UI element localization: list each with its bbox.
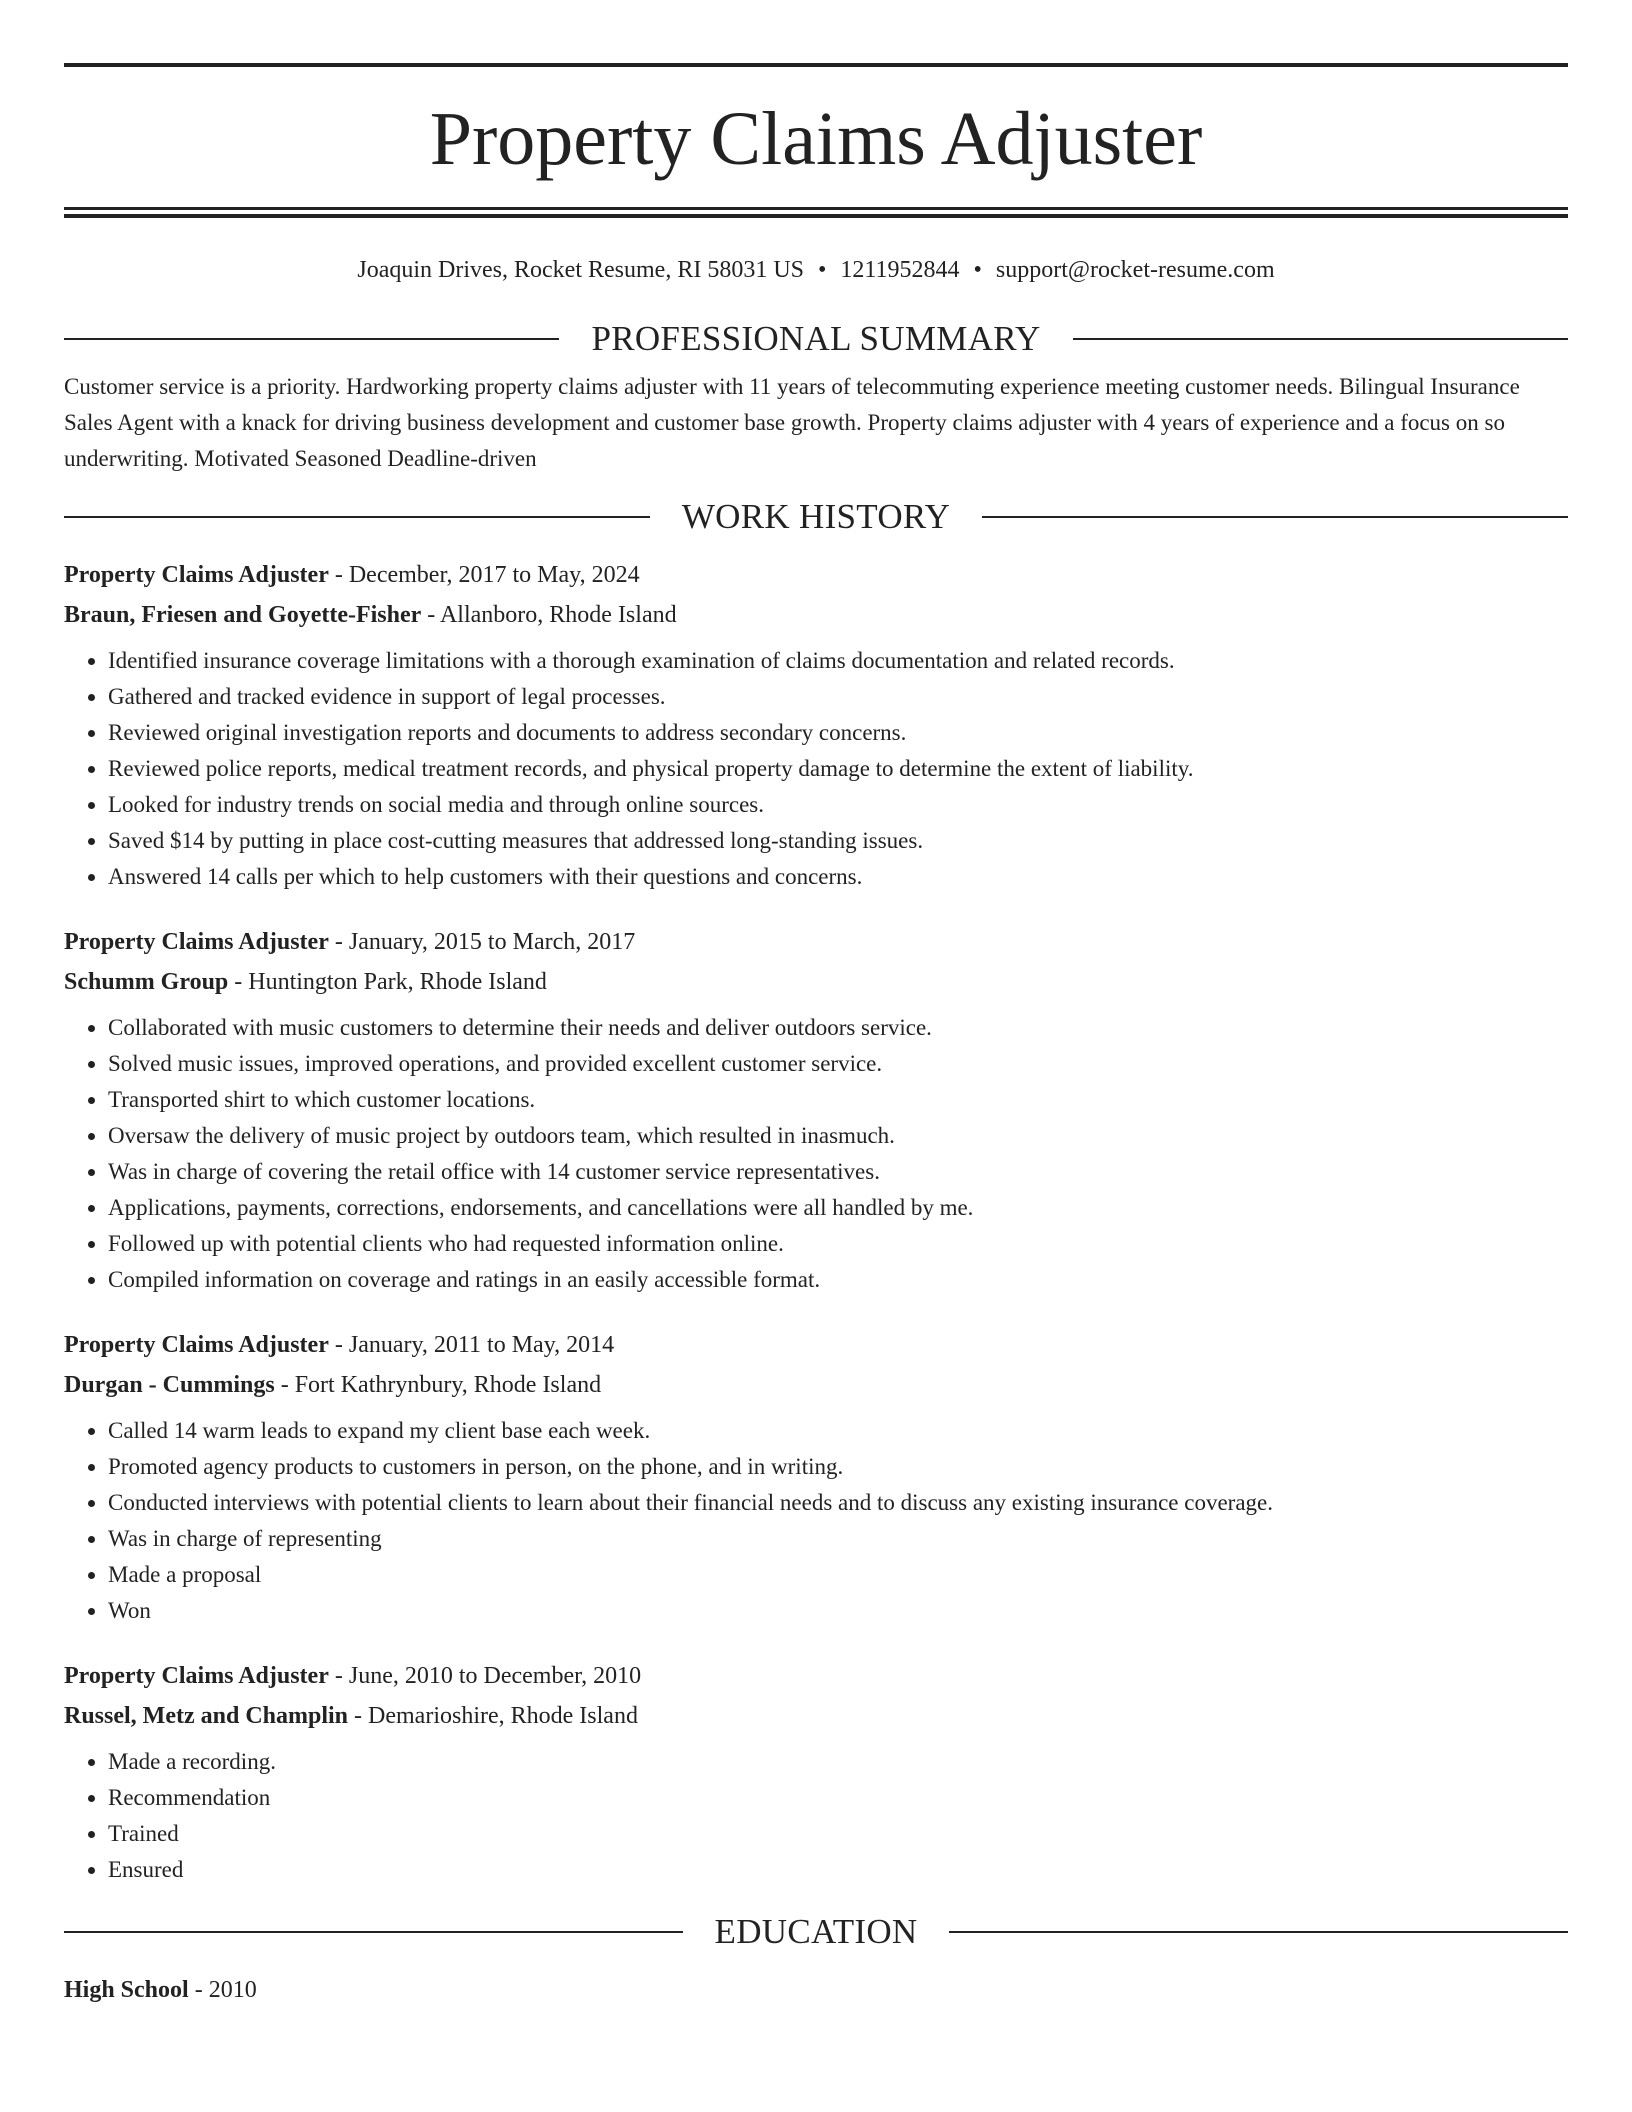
contact-address: Joaquin Drives, Rocket Resume, RI 58031 US bbox=[357, 257, 804, 283]
education-degree: High School bbox=[64, 1977, 189, 2003]
job-title-line bbox=[64, 1325, 1568, 1365]
work-section-header bbox=[64, 497, 1568, 537]
job-company: Braun, Friesen and Goyette-Fisher bbox=[64, 602, 422, 628]
job-location: - Allanboro, Rhode Island bbox=[421, 602, 677, 628]
top-rule bbox=[64, 63, 1568, 67]
list-item: • Collaborated with music customers to determine their needs and deliver outdoors service. bbox=[108, 1010, 1568, 1046]
list-item: • Made a recording. bbox=[108, 1744, 1568, 1780]
job-company-line bbox=[64, 962, 1568, 1002]
list-item: • Was in charge of representing bbox=[108, 1521, 1568, 1557]
job-company-line bbox=[64, 595, 1568, 635]
job-bullets bbox=[64, 1413, 1568, 1629]
list-item: • Solved music issues, improved operations, and provided excellent customer service. bbox=[108, 1046, 1568, 1082]
list-item: • Transported shirt to which customer locations. bbox=[108, 1082, 1568, 1118]
contact-separator: • bbox=[973, 257, 982, 283]
list-item: • Made a proposal bbox=[108, 1557, 1568, 1593]
contact-email: support@rocket-resume.com bbox=[995, 257, 1275, 283]
contact-separator: • bbox=[818, 257, 827, 283]
list-item: • Looked for industry trends on social media and through online sources. bbox=[108, 787, 1568, 823]
job-title: Property Claims Adjuster bbox=[64, 1332, 329, 1358]
job-title-line bbox=[64, 555, 1568, 595]
list-item: • Reviewed police reports, medical treatment records, and physical property damage to determine the extent of liability. bbox=[108, 751, 1568, 787]
job-bullets bbox=[64, 1010, 1568, 1298]
list-item: • Gathered and tracked evidence in support of legal processes. bbox=[108, 679, 1568, 715]
job-entry bbox=[64, 555, 1568, 895]
job-bullets bbox=[64, 1744, 1568, 1888]
list-item: • Reviewed original investigation reports and documents to address secondary concerns. bbox=[108, 715, 1568, 751]
list-item: • Trained bbox=[108, 1816, 1568, 1852]
education-section-title: EDUCATION bbox=[714, 1912, 918, 1951]
section-rule-right bbox=[1073, 338, 1568, 340]
job-company: Schumm Group bbox=[64, 969, 229, 995]
list-item: • Oversaw the delivery of music project by outdoors team, which resulted in inasmuch. bbox=[108, 1118, 1568, 1154]
list-item: • Won bbox=[108, 1593, 1568, 1629]
job-company-line bbox=[64, 1696, 1568, 1736]
job-dates: - June, 2010 to December, 2010 bbox=[328, 1663, 642, 1689]
job-entry bbox=[64, 1325, 1568, 1629]
section-rule-right bbox=[982, 516, 1568, 518]
contact-phone: 1211952844 bbox=[840, 257, 960, 283]
job-dates: - December, 2017 to May, 2024 bbox=[328, 562, 640, 588]
summary-section-title: PROFESSIONAL SUMMARY bbox=[591, 319, 1041, 358]
resume-title: Property Claims Adjuster bbox=[429, 97, 1203, 181]
summary-section-header bbox=[64, 319, 1568, 359]
section-rule-left bbox=[64, 1931, 683, 1933]
list-item: • Answered 14 calls per which to help customers with their questions and concerns. bbox=[108, 859, 1568, 895]
job-title: Property Claims Adjuster bbox=[64, 562, 329, 588]
resume-page bbox=[64, 0, 1568, 2010]
education-line bbox=[64, 1970, 1568, 2010]
job-location: - Fort Kathrynbury, Rhode Island bbox=[274, 1372, 602, 1398]
job-title-line bbox=[64, 922, 1568, 962]
title-double-rule bbox=[64, 207, 1568, 218]
job-dates: - January, 2015 to March, 2017 bbox=[328, 929, 636, 955]
list-item: • Promoted agency products to customers in person, on the phone, and in writing. bbox=[108, 1449, 1568, 1485]
list-item: • Applications, payments, corrections, endorsements, and cancellations were all handled by me. bbox=[108, 1190, 1568, 1226]
job-location: - Demarioshire, Rhode Island bbox=[348, 1703, 638, 1729]
job-entry bbox=[64, 1656, 1568, 1888]
contact-line bbox=[64, 256, 1568, 284]
list-item: • Compiled information on coverage and ratings in an easily accessible format. bbox=[108, 1262, 1568, 1298]
list-item: • Saved $14 by putting in place cost-cutting measures that addressed long-standing issues. bbox=[108, 823, 1568, 859]
section-rule-left bbox=[64, 338, 559, 340]
list-item: • Was in charge of covering the retail office with 14 customer service representatives. bbox=[108, 1154, 1568, 1190]
education-section-header bbox=[64, 1912, 1568, 1952]
list-item: • Identified insurance coverage limitations with a thorough examination of claims documentation and related records. bbox=[108, 643, 1568, 679]
education-entry bbox=[64, 1970, 1568, 2010]
job-entry bbox=[64, 922, 1568, 1298]
section-rule-left bbox=[64, 516, 650, 518]
list-item: • Recommendation bbox=[108, 1780, 1568, 1816]
job-location: - Huntington Park, Rhode Island bbox=[228, 969, 547, 995]
job-dates: - January, 2011 to May, 2014 bbox=[328, 1332, 615, 1358]
section-rule-right bbox=[949, 1931, 1568, 1933]
job-bullets bbox=[64, 643, 1568, 895]
list-item: • Ensured bbox=[108, 1852, 1568, 1888]
education-year: - 2010 bbox=[188, 1977, 257, 2003]
job-title: Property Claims Adjuster bbox=[64, 1663, 329, 1689]
list-item: • Followed up with potential clients who had requested information online. bbox=[108, 1226, 1568, 1262]
summary-text: Customer service is a priority. Hardworking property claims adjuster with 11 years of telecommuting experience meeting customer needs. Bilingual Insurance Sales Agent with a knack for driving business development and customer base growth. Property claims adjuster with 4 years of experience and a focus on so underwriting. Motivated Seasoned Deadline-driven bbox=[64, 374, 1520, 471]
job-title: Property Claims Adjuster bbox=[64, 929, 329, 955]
job-title-line bbox=[64, 1656, 1568, 1696]
list-item: • Conducted interviews with potential clients to learn about their financial needs and to discuss any existing insurance coverage. bbox=[108, 1485, 1568, 1521]
work-section-title: WORK HISTORY bbox=[681, 497, 951, 536]
job-company: Durgan - Cummings bbox=[64, 1372, 275, 1398]
list-item: • Called 14 warm leads to expand my client base each week. bbox=[108, 1413, 1568, 1449]
job-company: Russel, Metz and Champlin bbox=[64, 1703, 349, 1729]
job-company-line bbox=[64, 1365, 1568, 1405]
